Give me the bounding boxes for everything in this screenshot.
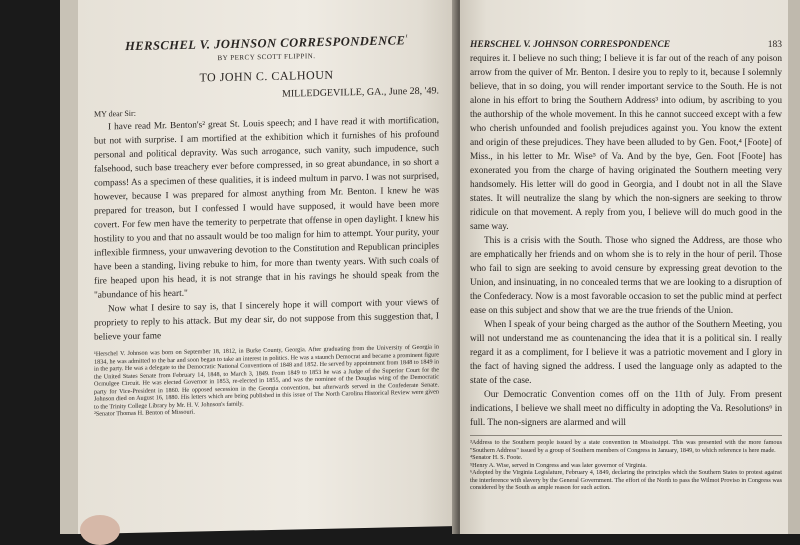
- left-page-edge: [60, 0, 80, 534]
- right-footnotes: [470, 435, 782, 492]
- footnote: ⁵Henry A. Wise, served in Congress and was later governor of Virginia.: [470, 461, 647, 469]
- footnote: ⁴Senator H. S. Foote.: [470, 454, 523, 461]
- left-page-content: [94, 32, 439, 418]
- thumb: [80, 515, 120, 545]
- footnote: ³Address to the Southern people issued by a state convention in Mississippi. This was presented with the more famous "Southern Address" issued by a group of Southern members of Congress in January, 1849, to which reference is here made.: [470, 439, 782, 454]
- left-footnotes: [94, 344, 439, 419]
- running-head-title: HERSCHEL V. JOHNSON CORRESPONDENCE: [470, 40, 671, 50]
- page-number: 183: [767, 40, 782, 50]
- right-page-content: [470, 40, 782, 492]
- letter-paragraph: requires it. I believe no such thing; I believe it is far out of the reach of any poison arrow from the quiver of Mr. Benton. I desire you to reply to it, because I solemnly believe, that in so doing, you will render important service to the South. He is not alone in his effort to bring the Southern Address³ into odium, by ascribing to you the authorship of the whole movement. In this he cannot succeed except with a few who cherish unfounded and foolish prejudices against you. You know the extent and origin of these prejudices. They have been alluded to by Gen. Foot,⁴ [Foote] of Miss., in his letter to Mr. Wise⁵ of Va. And by the bye, Gen. Foot [Foote] has exonerated you from the charge of having originated the Southern meeting very handsomely. His letter will do good in Georgia, and I doubt not in all the Slave states. It will neutralize the slang by which the non-signers are seeking to throw ridicule on that movement. A reply from you, I believe will do much good in the same way.: [470, 54, 782, 232]
- letter-paragraph: When I speak of your being charged as the author of the Southern Meeting, you will not understand me as countenancing the idea that it is a political sin. I really regard it as a compliment, for I believe it was a patriotic movement and I glory in the fact of having signed the address. I used the language only as adapted to the state of the case.: [470, 320, 782, 386]
- article-title: HERSCHEL V. JOHNSON $CORRESPONDENCE^{^1}$: [125, 33, 408, 54]
- right-page-edge: [788, 0, 800, 534]
- letter-addressee: TO JOHN C. CALHOUN: [199, 67, 334, 85]
- footnote: ⁶Adopted by the Virginia Legislature, February 4, 1849, declaring the principles which the Southern States to protest against the interference with slavery by the General Government. The effort of the North to pass the Wilmot Proviso in Congress was considered by the South as ample reason for such action.: [470, 469, 782, 491]
- letter-paragraph: Now what I desire to say is, that I sincerely hope it will comport with your views of propriety to reply to his attack. But my dear sir, do not suppose from this suggestion that, I believe your fame: [94, 297, 439, 343]
- open-book: [60, 0, 782, 534]
- footnote: ¹Herschel V. Johnson was born on September 18, 1812, in Burke County, Georgia. After graduating from the University of Georgia in 1834, he was admitted to the bar and soon began to take an interest in politics. He was a staunch Democrat and became a prominent figure in the party. He was a delegate to the Democratic National Conventions of 1848 and 1852. He served by appointment from 1848 to 1849 in the United States Senate from February 14, 1848, to March 3, 1849. From 1849 to 1853 he was a Judge of the Superior Court for the Ocmulgee Circuit. He was elected Governor in 1853, re-elected in 1855, and was the nominee of the Douglas wing of the Democratic party for Vice-President in 1860. He opposed secession in the Georgia convention, but afterwards served in the Confederate Senate. Johnson died on August 16, 1880. His letters which are being published in this issue of The North Carolina Historical Review were given to the Trinity College Library by Mr. H. V. Johnson's family.: [94, 343, 439, 411]
- footnote: ²Senator Thomas H. Benton of Missouri.: [94, 408, 195, 418]
- letter-paragraph: Our Democratic Convention comes off on the 11th of July. From present indications, I believe we shall meet no difficulty in adopting the Va. Resolutions⁶ in full. The non-signers are alarmed and will: [470, 390, 782, 428]
- running-head: [470, 40, 782, 50]
- letter-dateline: MILLEDGEVILLE, GA., June 28, '49.: [281, 85, 439, 100]
- right-page: [460, 0, 790, 534]
- letter-paragraph: I have read Mr. Benton's² great St. Louis speech; and I have read it with mortification, but not with surprise. I am mortified at the exhibition which it furnishes of his profound personal and political depravity. Was such arrogance, such vanity, such impudence, such falsehood, such base treachery ever before compressed, in so great abundance, in so short a compass! As a specimen of these qualities, it is indeed multum in parvo. I was not surprised, however, because I was prepared for almost anything from Mr. Benton. I knew he was prepared for treason, but I confessed I would have supposed, it would have been more covert. For few men have the temerity to perpetrate that offense in open daylight. I knew his hostility to you and that no assault would be too malign for him to attempt. Your purity, your inflexible firmness, your unwavering devotion to the Constitution and Republican principles have been a standing, living rebuke to him, for more than twenty years. With such coals of fire heaped upon his head, it is not strange that in his ravings he should speak from the "abundance of his heart.": [94, 115, 439, 301]
- byline: BY PERCY SCOTT FLIPPIN.: [217, 52, 316, 63]
- letter-salutation: MY dear Sir:: [94, 108, 136, 119]
- letter-paragraph: This is a crisis with the South. Those who signed the Address, are those who are emphatically her friends and on whom she is to rely in the hour of peril. Those who fail to sign are seeking to avoid censure by expressing great devotion to the Union, and insinuating, in no concealed terms that we are looking to a disruption of the Confederacy. Now is a most favorable occasion to set the public mind at perfect ease on this subject and show that we are the true friends of the Union.: [470, 236, 782, 316]
- left-page: [78, 0, 458, 534]
